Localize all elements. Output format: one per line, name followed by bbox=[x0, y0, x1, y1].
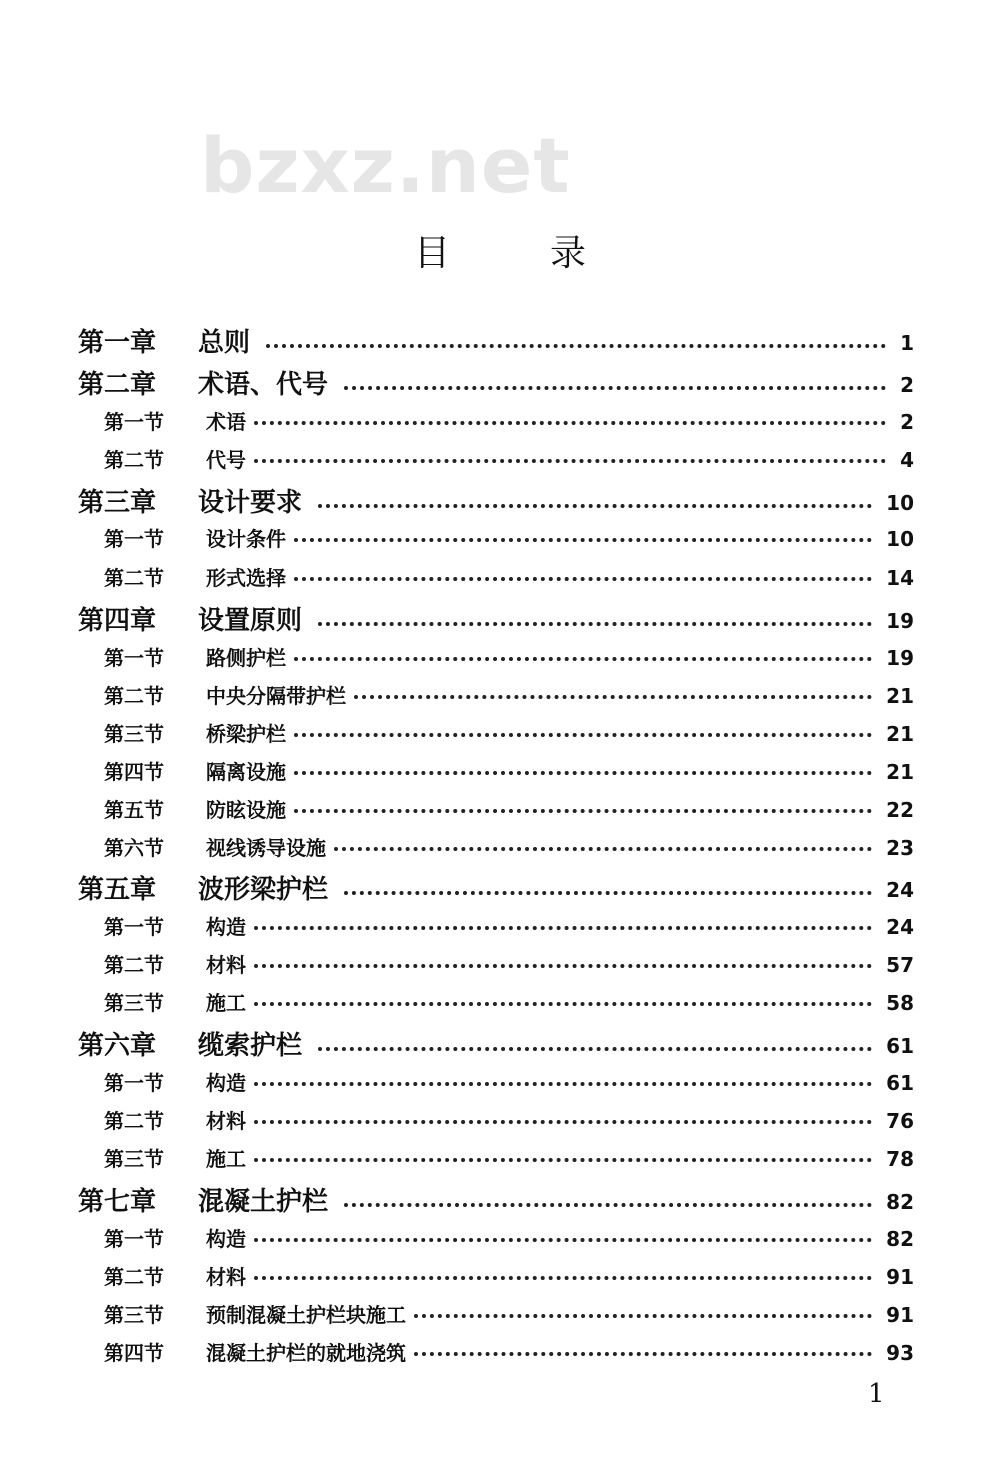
dot-leader bbox=[254, 964, 872, 968]
section-number: 第三节 bbox=[104, 722, 164, 746]
section-number: 第二节 bbox=[104, 684, 164, 708]
page-ref: 58 bbox=[886, 991, 914, 1015]
dot-leader bbox=[254, 1002, 872, 1006]
page-ref: 91 bbox=[886, 1303, 914, 1327]
section-title: 代号 bbox=[206, 448, 246, 472]
section-number: 第三节 bbox=[104, 1147, 164, 1171]
section-number: 第二节 bbox=[104, 566, 164, 590]
page-ref: 82 bbox=[886, 1227, 914, 1251]
page-ref: 4 bbox=[900, 448, 914, 472]
section-number: 第二节 bbox=[104, 1265, 164, 1289]
section-number: 第一节 bbox=[104, 915, 164, 939]
section-title: 预制混凝土护栏块施工 bbox=[206, 1303, 406, 1327]
page-ref: 91 bbox=[886, 1265, 914, 1289]
page-ref: 1 bbox=[900, 331, 914, 355]
section-title: 材料 bbox=[206, 953, 246, 977]
page-ref: 22 bbox=[886, 798, 914, 822]
page-ref: 82 bbox=[886, 1190, 914, 1214]
section-number: 第一节 bbox=[104, 646, 164, 670]
dot-leader bbox=[344, 386, 886, 390]
section-title: 施工 bbox=[206, 991, 246, 1015]
page-ref: 61 bbox=[886, 1034, 914, 1058]
dot-leader bbox=[414, 1314, 872, 1318]
dot-leader bbox=[318, 622, 872, 626]
chapter-title: 设计要求 bbox=[198, 488, 303, 518]
chapter-title: 总则 bbox=[198, 328, 251, 358]
chapter-number: 第一章 bbox=[78, 328, 157, 358]
section-number: 第一节 bbox=[104, 1227, 164, 1251]
dot-leader bbox=[254, 459, 886, 463]
chapter-title: 混凝土护栏 bbox=[198, 1187, 329, 1217]
section-title: 混凝土护栏的就地浇筑 bbox=[206, 1341, 406, 1365]
title-char-1: 目 bbox=[413, 233, 450, 274]
dot-leader bbox=[254, 1158, 872, 1162]
dot-leader bbox=[344, 891, 872, 895]
section-title: 隔离设施 bbox=[206, 760, 286, 784]
chapter-title: 波形梁护栏 bbox=[198, 875, 329, 905]
dot-leader bbox=[254, 1120, 872, 1124]
dot-leader bbox=[294, 577, 872, 581]
page-ref: 78 bbox=[886, 1147, 914, 1171]
chapter-number: 第七章 bbox=[78, 1187, 157, 1217]
dot-leader bbox=[294, 657, 872, 661]
section-number: 第四节 bbox=[104, 760, 164, 784]
chapter-number: 第六章 bbox=[78, 1031, 157, 1061]
section-number: 第一节 bbox=[104, 527, 164, 551]
section-number: 第六节 bbox=[104, 836, 164, 860]
page-ref: 10 bbox=[886, 527, 914, 551]
section-number: 第三节 bbox=[104, 991, 164, 1015]
page-ref: 10 bbox=[886, 491, 914, 515]
dot-leader bbox=[254, 1276, 872, 1280]
chapter-number: 第三章 bbox=[78, 488, 157, 518]
section-title: 中央分隔带护栏 bbox=[206, 684, 346, 708]
page-ref: 23 bbox=[886, 836, 914, 860]
section-title: 施工 bbox=[206, 1147, 246, 1171]
chapter-title: 术语、代号 bbox=[198, 370, 329, 400]
page-ref: 57 bbox=[886, 953, 914, 977]
section-title: 材料 bbox=[206, 1109, 246, 1133]
page-ref: 21 bbox=[886, 684, 914, 708]
dot-leader bbox=[354, 695, 872, 699]
dot-leader bbox=[254, 1238, 872, 1242]
page-ref: 24 bbox=[886, 915, 914, 939]
dot-leader bbox=[414, 1352, 872, 1356]
page-ref: 93 bbox=[886, 1341, 914, 1365]
section-number: 第四节 bbox=[104, 1341, 164, 1365]
section-number: 第二节 bbox=[104, 953, 164, 977]
watermark-text: bzxz.net bbox=[200, 121, 571, 210]
page-ref: 76 bbox=[886, 1109, 914, 1133]
dot-leader bbox=[294, 733, 872, 737]
section-title: 材料 bbox=[206, 1265, 246, 1289]
section-title: 设计条件 bbox=[206, 527, 286, 551]
title-char-2: 录 bbox=[550, 233, 587, 274]
dot-leader bbox=[318, 504, 872, 508]
section-title: 术语 bbox=[206, 410, 246, 434]
page-ref: 21 bbox=[886, 760, 914, 784]
section-number: 第二节 bbox=[104, 1109, 164, 1133]
page-ref: 61 bbox=[886, 1071, 914, 1095]
section-title: 路侧护栏 bbox=[206, 646, 286, 670]
section-number: 第五节 bbox=[104, 798, 164, 822]
dot-leader bbox=[254, 1082, 872, 1086]
dot-leader bbox=[294, 809, 872, 813]
page-ref: 2 bbox=[900, 410, 914, 434]
page-number: 1 bbox=[868, 1379, 885, 1409]
dot-leader bbox=[294, 538, 872, 542]
section-title: 形式选择 bbox=[206, 566, 286, 590]
section-number: 第一节 bbox=[104, 410, 164, 434]
dot-leader bbox=[254, 926, 872, 930]
page-ref: 19 bbox=[886, 609, 914, 633]
page-ref: 19 bbox=[886, 646, 914, 670]
page-ref: 14 bbox=[886, 566, 914, 590]
chapter-title: 缆索护栏 bbox=[198, 1031, 303, 1061]
dot-leader bbox=[254, 421, 886, 425]
section-title: 构造 bbox=[206, 1071, 246, 1095]
chapter-title: 设置原则 bbox=[198, 606, 303, 636]
chapter-number: 第四章 bbox=[78, 606, 157, 636]
page-ref: 2 bbox=[900, 373, 914, 397]
dot-leader bbox=[294, 771, 872, 775]
dot-leader bbox=[334, 847, 872, 851]
section-title: 桥梁护栏 bbox=[206, 722, 286, 746]
dot-leader bbox=[344, 1203, 872, 1207]
chapter-number: 第五章 bbox=[78, 875, 157, 905]
page-ref: 21 bbox=[886, 722, 914, 746]
section-number: 第二节 bbox=[104, 448, 164, 472]
section-title: 构造 bbox=[206, 1227, 246, 1251]
section-number: 第三节 bbox=[104, 1303, 164, 1327]
dot-leader bbox=[266, 344, 886, 348]
page-ref: 24 bbox=[886, 878, 914, 902]
section-title: 防眩设施 bbox=[206, 798, 286, 822]
chapter-number: 第二章 bbox=[78, 370, 157, 400]
dot-leader bbox=[318, 1047, 872, 1051]
section-title: 视线诱导设施 bbox=[206, 836, 326, 860]
section-title: 构造 bbox=[206, 915, 246, 939]
section-number: 第一节 bbox=[104, 1071, 164, 1095]
